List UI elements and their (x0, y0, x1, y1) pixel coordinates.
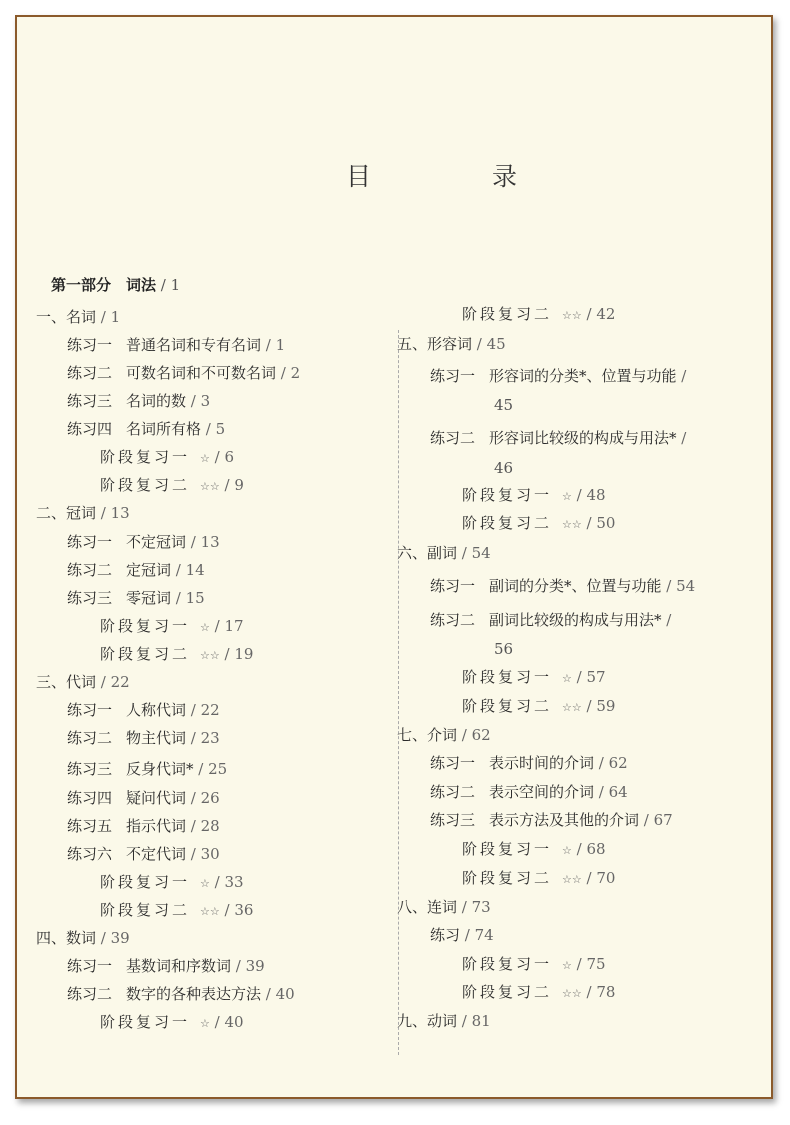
chapter-label: 七、介词 (397, 726, 458, 744)
toc-review (462, 513, 615, 535)
chapter-label: 四、数词 (36, 929, 97, 947)
toc-review (462, 304, 615, 326)
toc-exercise (67, 363, 300, 383)
page-number: / 54 (661, 577, 696, 595)
toc-chapter (36, 672, 130, 692)
page-number: / 40 (209, 1013, 244, 1031)
page-number: / 23 (186, 729, 220, 747)
exercise-name: 表示方法及其他的介词 (489, 811, 640, 829)
exercise-label: 练习五 (67, 817, 113, 835)
page-number: / 22 (96, 673, 130, 691)
chapter-label: 一、名词 (36, 308, 97, 326)
exercise-label: 练习二 (67, 729, 113, 747)
stars-icon: ☆ (562, 959, 572, 972)
toc-exercise (67, 391, 210, 411)
exercise-label: 练习二 (430, 611, 476, 629)
toc-exercise (67, 816, 220, 836)
page-number: / 25 (193, 760, 228, 778)
exercise-name: 形容词比较级的构成与用法* (489, 429, 677, 447)
page-number: / 70 (581, 869, 616, 887)
stars-icon: ☆ (200, 877, 210, 890)
stars-icon: ☆ (200, 1017, 210, 1030)
page-number: / 28 (186, 817, 220, 835)
page-number: / (661, 611, 672, 629)
exercise-label: 练习一 (67, 957, 113, 975)
stars-icon: ☆ (200, 621, 210, 634)
exercise-label: 练习 (430, 926, 461, 944)
review-label: 阶段复习一 (100, 448, 191, 466)
toc-review (462, 667, 606, 689)
toc-review (100, 872, 244, 894)
exercise-name: 名词所有格 (126, 420, 202, 438)
exercise-label: 练习一 (430, 577, 476, 595)
page-number: / 59 (581, 697, 616, 715)
page-number: / 30 (186, 845, 220, 863)
part-heading (51, 274, 180, 295)
page-number: / 62 (457, 726, 491, 744)
exercise-label: 练习一 (430, 754, 476, 772)
exercise-name: 名词的数 (126, 392, 187, 410)
toc-review (100, 475, 244, 497)
toc-exercise (430, 810, 673, 830)
toc-exercise (67, 700, 220, 720)
column-divider (398, 330, 399, 1055)
page-number: / 62 (594, 754, 628, 772)
exercise-name: 反身代词* (126, 760, 194, 778)
review-label: 阶段复习一 (462, 486, 553, 504)
review-label: 阶段复习二 (462, 983, 553, 1001)
page-number: / 1 (96, 308, 121, 326)
toc-exercise (430, 610, 671, 630)
exercise-name: 不定冠词 (126, 533, 187, 551)
exercise-name: 形容词的分类*、位置与功能 (489, 367, 677, 385)
toc-review (462, 954, 606, 976)
page-number: / 19 (219, 645, 254, 663)
stars-icon: ☆☆ (562, 309, 582, 322)
toc-review (100, 900, 253, 922)
exercise-name: 物主代词 (126, 729, 187, 747)
toc-exercise (67, 844, 220, 864)
page-number: / 14 (171, 561, 205, 579)
review-label: 阶段复习一 (100, 873, 191, 891)
chapter-label: 八、连词 (397, 898, 458, 916)
toc-exercise (67, 728, 220, 748)
chapter-label: 二、冠词 (36, 504, 97, 522)
review-label: 阶段复习一 (462, 955, 553, 973)
toc-exercise (430, 576, 695, 596)
page-number: / 5 (201, 420, 226, 438)
page-number: / 17 (209, 617, 244, 635)
exercise-label: 练习三 (67, 392, 113, 410)
stars-icon: ☆☆ (200, 649, 220, 662)
page-number: / 74 (460, 926, 494, 944)
exercise-label: 练习二 (67, 561, 113, 579)
exercise-name: 表示空间的介词 (489, 783, 595, 801)
page-number-continued: 56 (494, 640, 514, 658)
chapter-label: 三、代词 (36, 673, 97, 691)
page-number: / 68 (571, 840, 606, 858)
toc-review (100, 1012, 244, 1034)
exercise-name: 不定代词 (126, 845, 187, 863)
page-number: / 13 (96, 504, 130, 522)
exercise-name: 副词的分类*、位置与功能 (489, 577, 662, 595)
page-number: / 26 (186, 789, 220, 807)
page-number: / 40 (261, 985, 295, 1003)
page-number: / 15 (171, 589, 205, 607)
review-label: 阶段复习二 (462, 514, 553, 532)
review-label: 阶段复习二 (100, 645, 191, 663)
exercise-name: 数字的各种表达方法 (126, 985, 262, 1003)
toc-chapter (397, 334, 506, 354)
review-label: 阶段复习二 (462, 305, 553, 323)
exercise-label: 练习二 (67, 364, 113, 382)
stars-icon: ☆☆ (562, 518, 582, 531)
page-number: / 67 (639, 811, 673, 829)
page-number: / 81 (457, 1012, 491, 1030)
exercise-name: 可数名词和不可数名词 (126, 364, 277, 382)
stars-icon: ☆ (562, 672, 572, 685)
exercise-label: 练习一 (67, 533, 113, 551)
review-label: 阶段复习二 (462, 869, 553, 887)
page-number: / 73 (457, 898, 491, 916)
exercise-name: 副词比较级的构成与用法* (489, 611, 662, 629)
toc-exercise (430, 782, 628, 802)
toc-review (100, 644, 253, 666)
page-number: / 2 (276, 364, 301, 382)
document-page (15, 15, 773, 1099)
toc-review (462, 696, 615, 718)
page-number: / 42 (581, 305, 616, 323)
chapter-label: 五、形容词 (397, 335, 473, 353)
stars-icon: ☆☆ (562, 873, 582, 886)
review-label: 阶段复习一 (100, 1013, 191, 1031)
toc-chapter (397, 543, 491, 563)
part-name: 第一部分 词法 (51, 276, 157, 294)
stars-icon: ☆ (562, 844, 572, 857)
page-number: / 39 (96, 929, 130, 947)
exercise-label: 练习四 (67, 420, 113, 438)
page-number-continued: 46 (494, 459, 514, 477)
stars-icon: ☆☆ (562, 701, 582, 714)
toc-exercise (430, 366, 686, 386)
exercise-name: 指示代词 (126, 817, 187, 835)
stars-icon: ☆☆ (200, 480, 220, 493)
toc-review (462, 839, 606, 861)
review-label: 阶段复习二 (462, 697, 553, 715)
page-number: / 75 (571, 955, 606, 973)
toc-chapter (397, 897, 491, 917)
stars-icon: ☆ (562, 490, 572, 503)
toc-exercise (67, 335, 285, 355)
page-number: / 64 (594, 783, 628, 801)
page-number: / (676, 429, 687, 447)
toc-exercise (67, 588, 205, 608)
exercise-label: 练习三 (430, 811, 476, 829)
page-number-continued: 45 (494, 396, 514, 414)
review-label: 阶段复习二 (100, 476, 191, 494)
part-page: / 1 (156, 276, 181, 294)
toc-review (462, 485, 606, 507)
page-number: / 33 (209, 873, 244, 891)
page-number: / 54 (457, 544, 491, 562)
page-title: 目 录 (346, 162, 566, 191)
toc-exercise (67, 532, 220, 552)
chapter-label: 九、动词 (397, 1012, 458, 1030)
page-number: / 1 (261, 336, 286, 354)
exercise-name: 疑问代词 (126, 789, 187, 807)
exercise-label: 练习三 (67, 760, 113, 778)
exercise-name: 定冠词 (126, 561, 172, 579)
stars-icon: ☆☆ (200, 905, 220, 918)
stars-icon: ☆☆ (562, 987, 582, 1000)
page-number: / 22 (186, 701, 220, 719)
toc-chapter (397, 725, 491, 745)
toc-exercise (67, 759, 227, 779)
exercise-label: 练习一 (430, 367, 476, 385)
toc-chapter (397, 1011, 491, 1031)
exercise-name: 零冠词 (126, 589, 172, 607)
exercise-name: 基数词和序数词 (126, 957, 232, 975)
toc-exercise (67, 956, 265, 976)
exercise-name: 表示时间的介词 (489, 754, 595, 772)
page-number: / 57 (571, 668, 606, 686)
review-label: 阶段复习一 (100, 617, 191, 635)
page-number: / 39 (231, 957, 265, 975)
toc-chapter (36, 307, 120, 327)
exercise-label: 练习二 (430, 429, 476, 447)
toc-exercise (67, 984, 295, 1004)
exercise-label: 练习二 (430, 783, 476, 801)
page-number: / 50 (581, 514, 616, 532)
chapter-label: 六、副词 (397, 544, 458, 562)
page-number: / 45 (472, 335, 506, 353)
review-label: 阶段复习一 (462, 840, 553, 858)
review-label: 阶段复习二 (100, 901, 191, 919)
page-number: / 6 (209, 448, 235, 466)
toc-exercise (67, 419, 225, 439)
review-label: 阶段复习一 (462, 668, 553, 686)
toc-chapter (36, 928, 130, 948)
toc-chapter (36, 503, 130, 523)
exercise-label: 练习二 (67, 985, 113, 1003)
stars-icon: ☆ (200, 452, 210, 465)
toc-exercise (430, 925, 494, 945)
page-number: / 13 (186, 533, 220, 551)
page-number: / 9 (219, 476, 244, 494)
exercise-label: 练习四 (67, 789, 113, 807)
exercise-name: 普通名词和专有名词 (126, 336, 262, 354)
page-number: / 48 (571, 486, 606, 504)
toc-review (462, 868, 615, 890)
toc-exercise (430, 428, 686, 448)
toc-exercise (430, 753, 628, 773)
page-number: / 36 (219, 901, 254, 919)
exercise-label: 练习一 (67, 701, 113, 719)
page-number: / (676, 367, 687, 385)
toc-exercise (67, 788, 220, 808)
exercise-name: 人称代词 (126, 701, 187, 719)
toc-review (462, 982, 615, 1004)
page-number: / 3 (186, 392, 211, 410)
page-number: / 78 (581, 983, 616, 1001)
exercise-label: 练习六 (67, 845, 113, 863)
exercise-label: 练习三 (67, 589, 113, 607)
exercise-label: 练习一 (67, 336, 113, 354)
toc-review (100, 447, 234, 469)
toc-review (100, 616, 244, 638)
toc-exercise (67, 560, 205, 580)
